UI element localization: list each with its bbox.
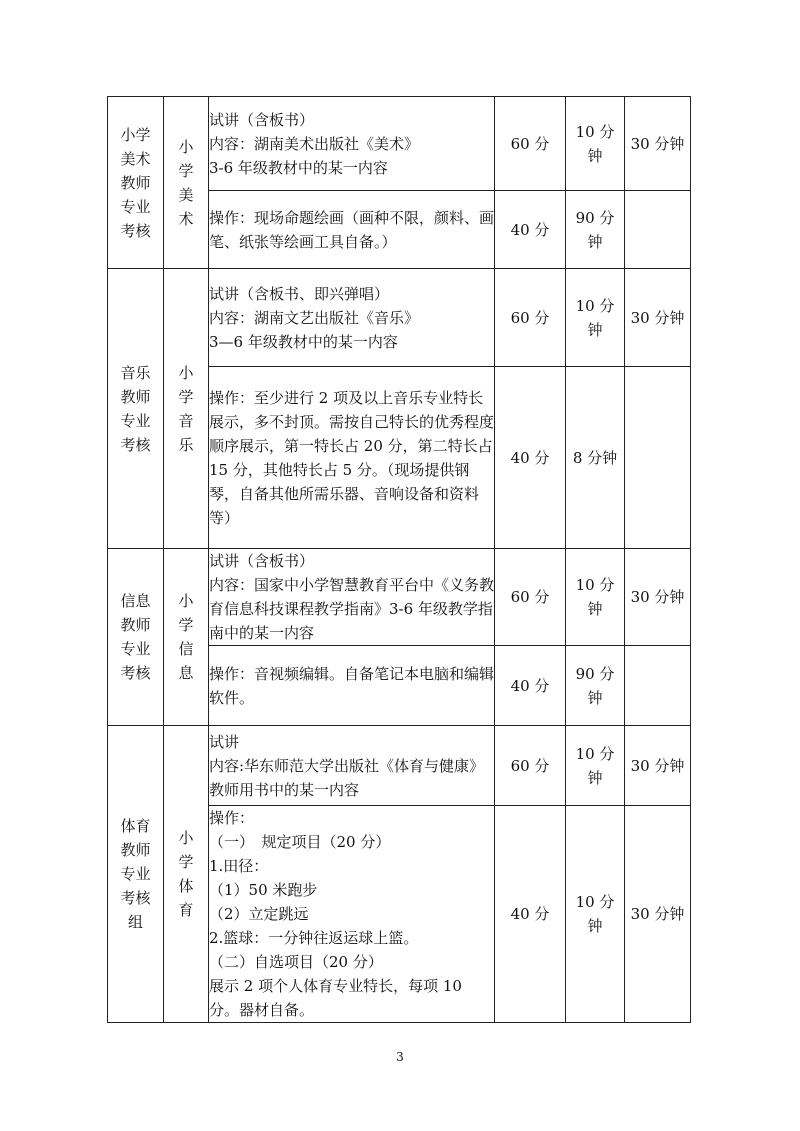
time-cell: 10 分 钟 xyxy=(566,806,625,1023)
time-cell: 10 分 钟 xyxy=(566,726,625,806)
content-cell: 试讲（含板书） 内容：国家中小学智慧教育平台中《义务教育信息科技课程教学指南》3-6 年级教学指南中的某一内容 xyxy=(209,549,495,646)
content-cell: 操作：现场命题绘画（画种不限，颜料、画笔、纸张等绘画工具自备。） xyxy=(209,191,495,269)
prep-time-cell: 30 分钟 xyxy=(625,97,691,191)
table-row xyxy=(108,97,691,191)
table-row xyxy=(108,549,691,646)
prep-time-cell: 30 分钟 xyxy=(625,549,691,646)
time-cell: 90 分 钟 xyxy=(566,646,625,726)
score-cell: 40 分 xyxy=(495,191,566,269)
score-cell: 40 分 xyxy=(495,806,566,1023)
subject-cell: 小 学 信 息 xyxy=(164,549,209,726)
score-cell: 60 分 xyxy=(495,97,566,191)
content-cell: 试讲 内容:华东师范大学出版社《体育与健康》教师用书中的某一内容 xyxy=(209,726,495,806)
group-cell: 信息 教师 专业 考核 xyxy=(108,549,164,726)
score-cell: 60 分 xyxy=(495,269,566,367)
group-cell: 音乐 教师 专业 考核 xyxy=(108,269,164,549)
prep-time-cell: 30 分钟 xyxy=(625,806,691,1023)
content-cell: 操作：至少进行 2 项及以上音乐专业特长展示，多不封顶。需按自己特长的优秀程度顺序展示，第一特长占 20 分，第二特长占 15 分，其他特长占 5 分。（现场提供钢琴，自备其他所需乐器、音响设备和资料等） xyxy=(209,367,495,549)
time-cell: 8 分钟 xyxy=(566,367,625,549)
table-row xyxy=(108,269,691,367)
prep-time-cell xyxy=(625,646,691,726)
time-cell: 90 分 钟 xyxy=(566,191,625,269)
time-cell: 10 分 钟 xyxy=(566,269,625,367)
score-cell: 40 分 xyxy=(495,646,566,726)
content-cell: 操作： （一） 规定项目（20 分） 1.田径： （1）50 米跑步 （2）立定跳远 2.篮球：一分钟往返运球上篮。 （二）自选项目（20 分） 展示 2 项个人体育专业特长，每项 10 分。器材自备。 xyxy=(209,806,495,1023)
time-cell: 10 分 钟 xyxy=(566,97,625,191)
exam-table xyxy=(107,96,691,1023)
prep-time-cell xyxy=(625,191,691,269)
subject-cell: 小 学 美 术 xyxy=(164,97,209,269)
content-cell: 操作：音视频编辑。自备笔记本电脑和编辑软件。 xyxy=(209,646,495,726)
prep-time-cell: 30 分钟 xyxy=(625,726,691,806)
subject-cell: 小 学 音 乐 xyxy=(164,269,209,549)
page-number: 3 xyxy=(396,1050,404,1064)
time-cell: 10 分 钟 xyxy=(566,549,625,646)
content-cell: 试讲（含板书、即兴弹唱） 内容：湖南文艺出版社《音乐》 3—6 年级教材中的某一内容 xyxy=(209,269,495,367)
prep-time-cell: 30 分钟 xyxy=(625,269,691,367)
group-cell: 体育 教师 专业 考核 组 xyxy=(108,726,164,1023)
content-cell: 试讲（含板书） 内容：湖南美术出版社《美术》 3-6 年级教材中的某一内容 xyxy=(209,97,495,191)
table-row xyxy=(108,726,691,806)
score-cell: 40 分 xyxy=(495,367,566,549)
score-cell: 60 分 xyxy=(495,549,566,646)
score-cell: 60 分 xyxy=(495,726,566,806)
subject-cell: 小 学 体 育 xyxy=(164,726,209,1023)
prep-time-cell xyxy=(625,367,691,549)
group-cell: 小学 美术 教师 专业 考核 xyxy=(108,97,164,269)
